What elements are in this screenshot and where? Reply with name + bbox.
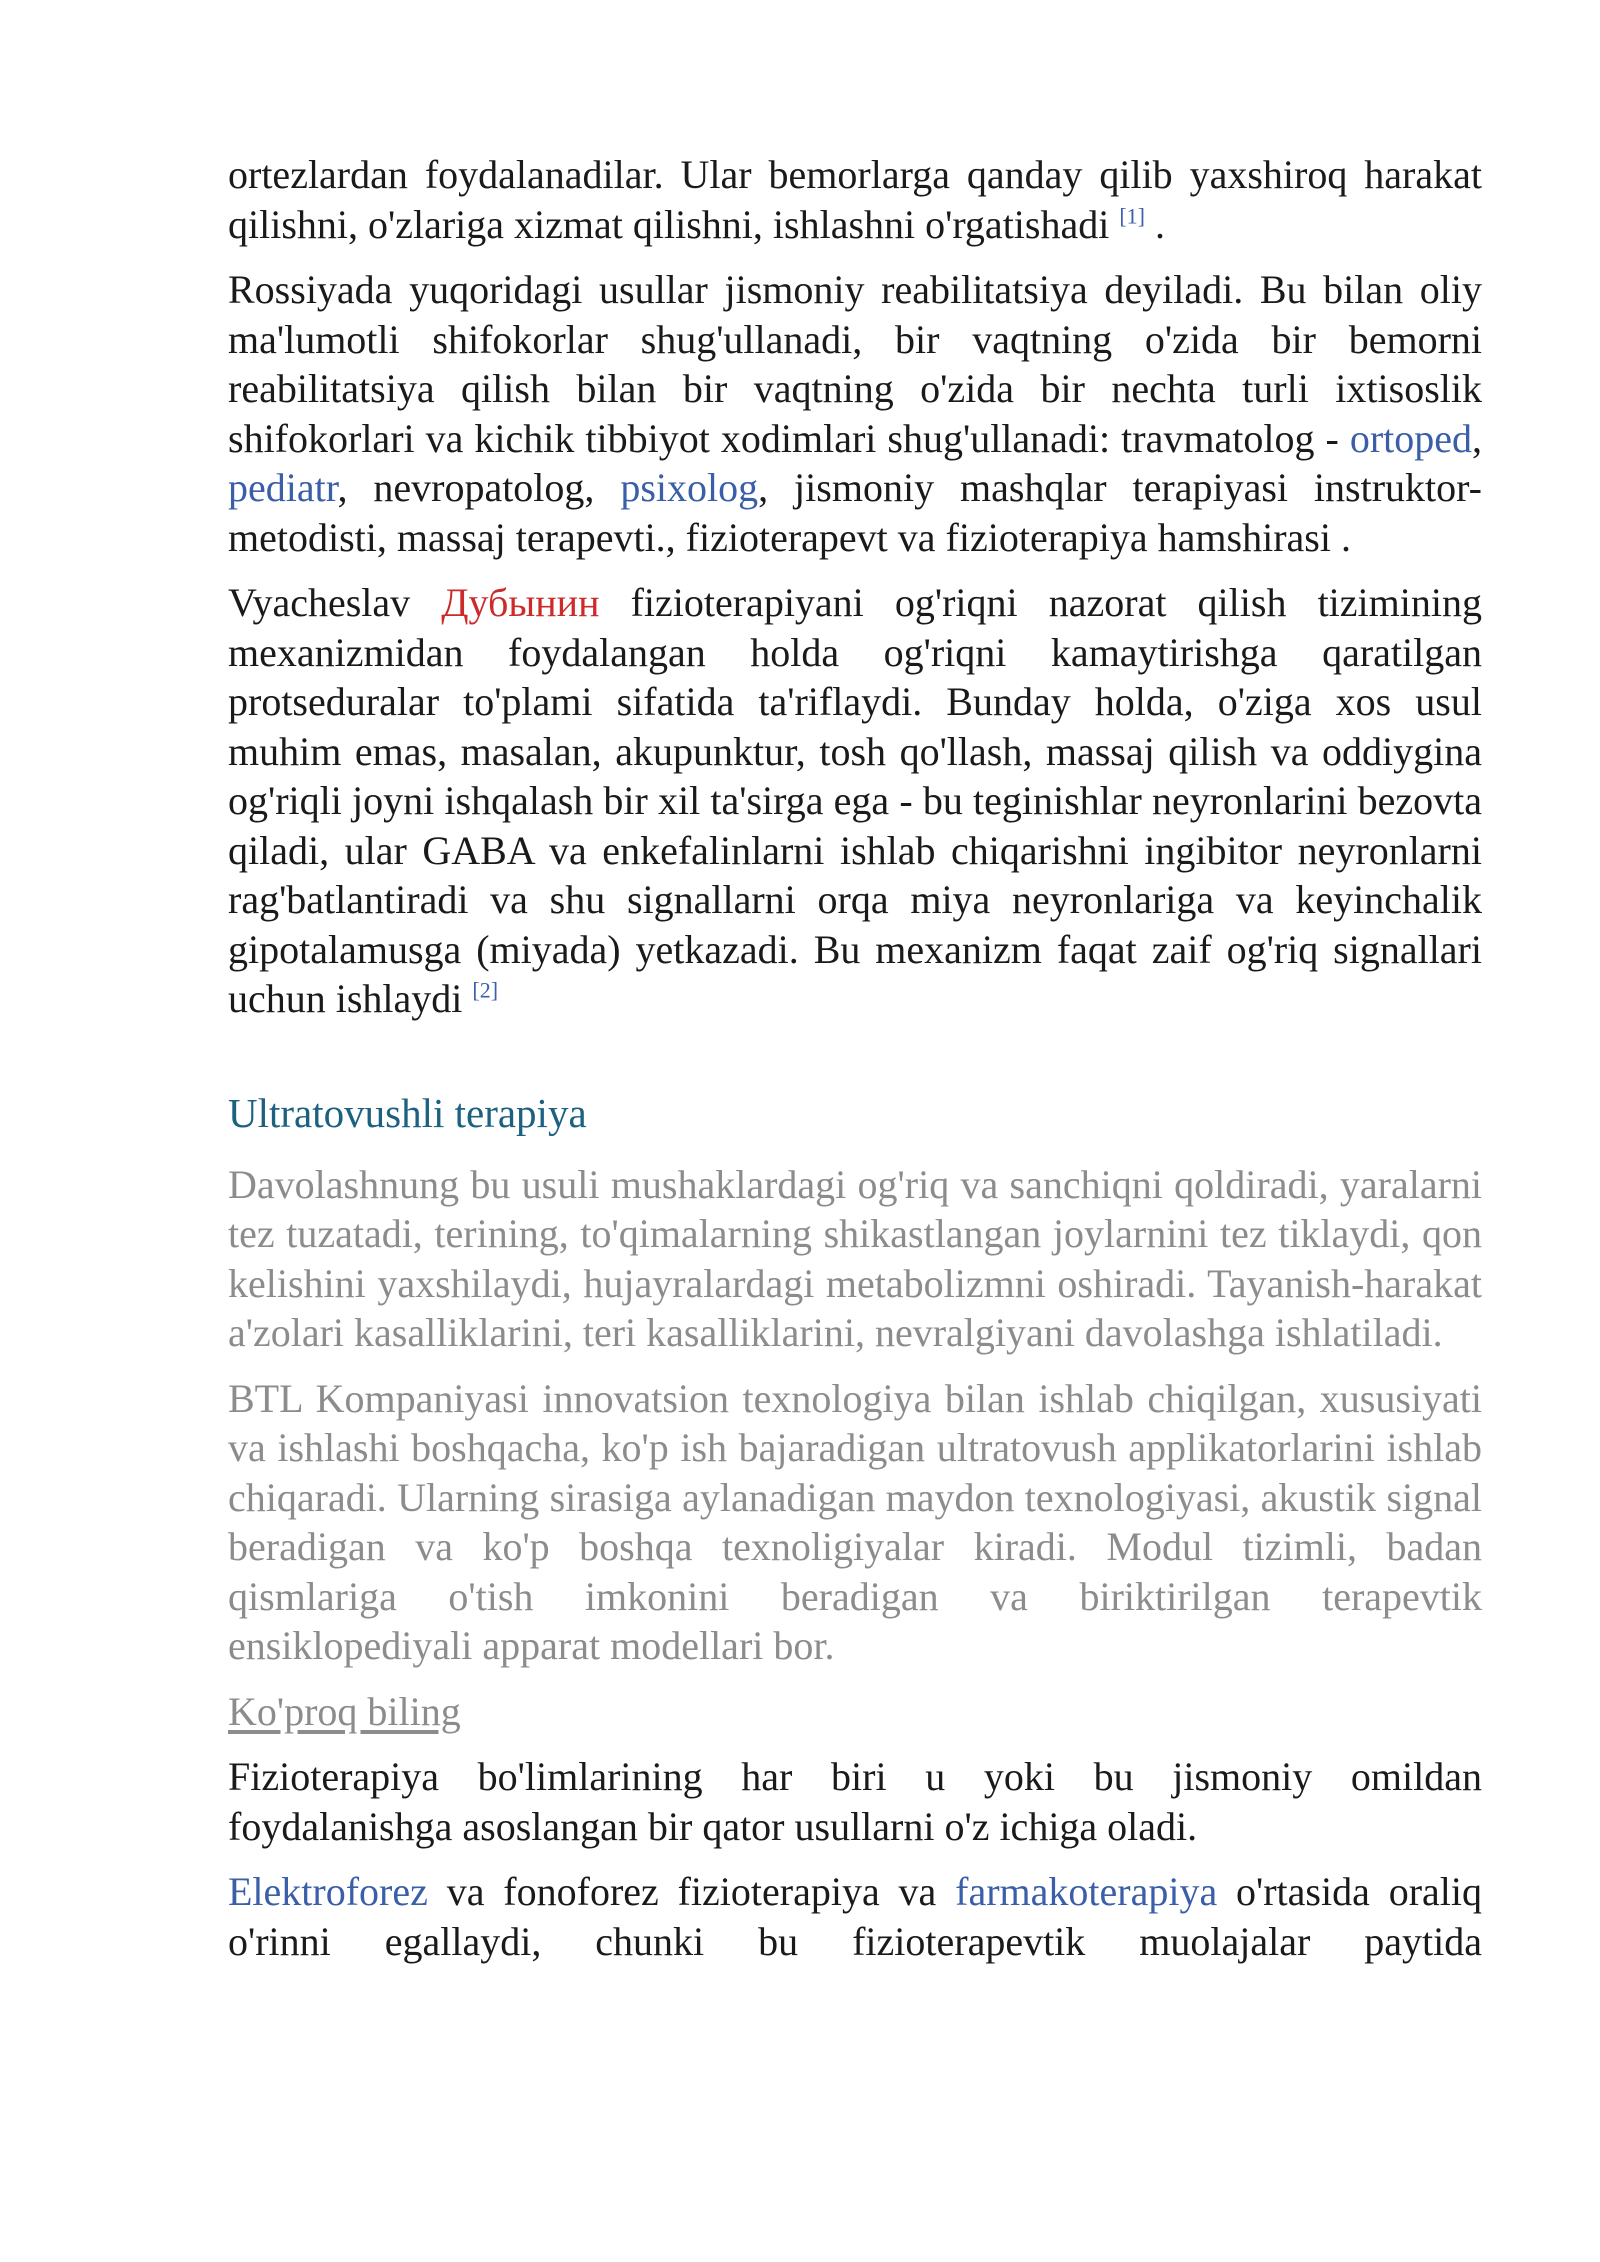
paragraph-text: , <box>1472 415 1482 461</box>
paragraph-text: fizioterapiyani og'riqni nazorat qilish tizimining mexanizmidan foydalangan holda og'riqni kamaytirishga qaratilgan protseduralar to'plami sifatida ta'riflaydi. Bunday holda, o'ziga xos usul muhim emas, masalan, akupunktur, tosh qo'llash, massaj qilish va oddiygina og'riqli joyni ishqalash bir xil ta'sirga ega - bu teginishlar neyronlarini bezovta qiladi, ular GABA va enkefalinlarni ishlab chiqarishni ingibitor neyronlarni rag'batlantiradi va shu signallarni orqa miya neyronlariga va keyinchalik gipotalamusga (miyada) yetkazadi. Bu mexanizm faqat zaif og'riq signallari uchun ishlaydi <box>228 580 1483 1021</box>
elektroforez-link[interactable]: Elektroforez <box>228 1869 428 1914</box>
paragraph-rossiya <box>228 265 1482 562</box>
paragraph-text: ortezlardan foydalanadilar. Ular bemorlarga qanday qilib yaxshiroq harakat qilishni, o'zlariga xizmat qilishni, ishlashni o'rgatishadi <box>228 152 1482 247</box>
ortoped-link[interactable]: ortoped <box>1349 415 1472 461</box>
more-link-container <box>228 1687 1482 1737</box>
paragraph-text: o'rtasida oraliq o'rinni egallaydi, chunki bu fizioterapevtik muolajalar paytida <box>228 1869 1482 1964</box>
pediatr-link[interactable]: pediatr <box>228 465 338 510</box>
paragraph-davolash: Davolashnung bu usuli mushaklardagi og'riq va sanchiqni qoldiradi, yaralarni tez tuzatadi, terining, to'qimalarning shikastlangan joylarnini tez tiklaydi, qon kelishini yaxshilaydi, hujayralardagi metabolizmni oshiradi. Tayanish-harakat a'zolari kasalliklarini, teri kasalliklarini, nevralgiyani davolashga ishlatiladi. <box>228 1161 1482 1355</box>
dubynin-link[interactable]: Дубынин <box>441 580 600 625</box>
paragraph-text: va fonoforez fizioterapiya va <box>427 1869 956 1914</box>
paragraph-btl: BTL Kompaniyasi innovatsion texnologiya bilan ishlab chiqilgan, xususiyati va ishlashi boshqacha, ko'p ish bajaradigan ultratovush applikatorlarini ishlab chiqaradi. Ularning sirasiga aylanadigan maydon texnologiyasi, akustik signal beradigan va ko'p boshqa texnoligiyalar kiradi. Modul tizimli, badan qismlariga o'tish imkonini beradigan va biriktirilgan terapevtik ensiklopediyali apparat modellari bor. <box>228 1375 1482 1668</box>
reference-2-link[interactable]: [2] <box>472 977 499 1003</box>
document-page <box>228 150 1482 1982</box>
paragraph-text: Rossiyada yuqoridagi usullar jismoniy reabilitatsiya deyiladi. Bu bilan oliy ma'lumotli shifokorlar shug'ullanadi, bir vaqtning o'zida bir bemorni reabilitatsiya qilish bilan bir vaqtning o'zida bir nechta turli ixtisoslik shifokorlari va kichik tibbiyot xodimlari shug'ullanadi: travmatolog - <box>228 267 1482 461</box>
paragraph-text: , jismoniy mashqlar terapiyasi instruktor-metodisti, massaj terapevti., fizioterapevt va fizioterapiya hamshirasi . <box>228 465 1482 560</box>
paragraph-bolimlar: Fizioterapiya bo'limlarining har biri u yoki bu jismoniy omildan foydalanishga asoslangan bir qator usullarni o'z ichiga oladi. <box>228 1754 1482 1849</box>
learn-more-link[interactable]: Ko'proq biling <box>228 1688 461 1734</box>
paragraph-text: Vyacheslav <box>228 580 442 625</box>
paragraph-vyacheslav <box>228 578 1482 1024</box>
paragraph-text: . <box>1145 201 1166 247</box>
section-heading-ultratovush: Ultratovushli terapiya <box>228 1089 587 1136</box>
paragraph-elektroforez <box>228 1867 1482 1966</box>
farmakoterapiya-link[interactable]: farmakoterapiya <box>955 1869 1218 1914</box>
psixolog-link[interactable]: psixolog <box>620 465 759 510</box>
reference-1-link[interactable]: [1] <box>1119 203 1146 229</box>
paragraph-ortez <box>228 150 1482 249</box>
paragraph-text: , nevropatolog, <box>337 465 621 510</box>
